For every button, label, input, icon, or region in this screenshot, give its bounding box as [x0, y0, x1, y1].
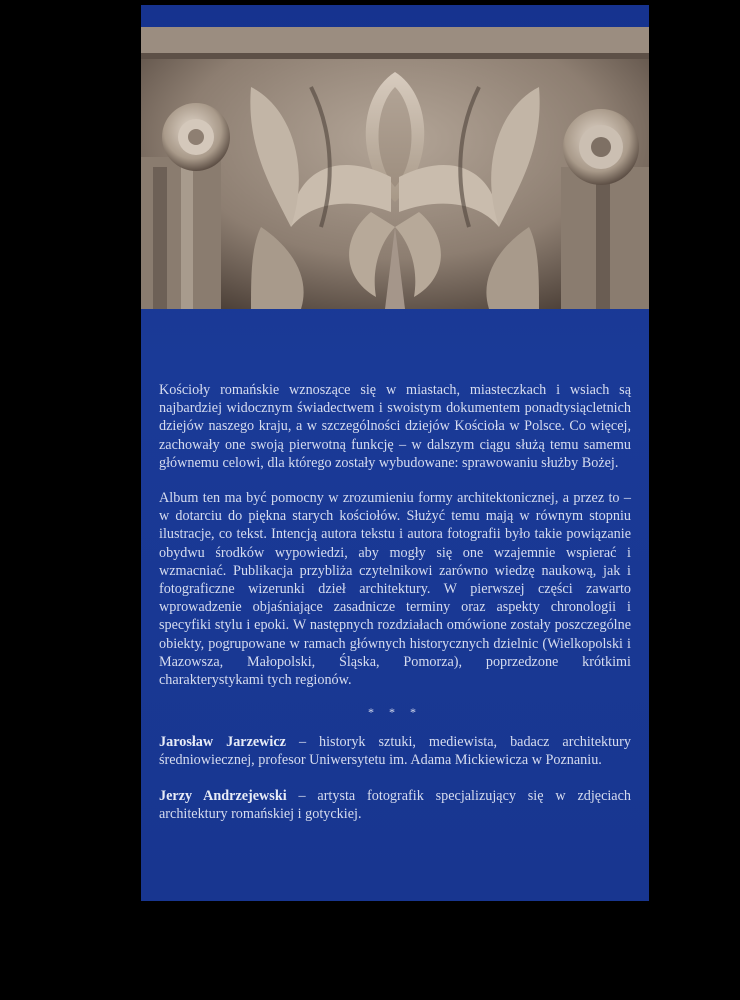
capital-carving-photo	[141, 27, 649, 309]
author-bio: – historyk sztuki, mediewista, badacz architektury średniowiecznej, profesor Uniwersytetu im. Adama Mickiewicza w Poznaniu.	[159, 734, 631, 769]
description-paragraph-1: Kościoły romańskie wznoszące się w miastach, miasteczkach i wsiach są najbardziej widocznym świadectwem i swoistym dokumentem ponadtysiącletnich dziejów naszego kraju, a w szczególności dziejów Kościoła w Polsce. Co więcej, zachowały one swoją pierwotną funkcję – w dalszym ciągu służą temu samemu głównemu celowi, dla którego zostały wybudowane: sprawowaniu służby Bożej.	[159, 382, 631, 471]
author-bio-text	[159, 733, 631, 769]
author-name: Jarosław Jarzewicz	[159, 734, 286, 751]
description-text	[159, 381, 631, 823]
description-paragraph-2: Album ten ma być pomocny w zrozumieniu formy architektonicznej, a przez to – w dotarciu do piękna starych kościołów. Służyć temu mają w równym stopniu ilustracje, co tekst. Intencją autora tekstu i autora fotografii było takie powiązanie obydwu środków wypowiedzi, aby mogły się one wzajemnie wspierać i wzmacniać. Publikacja przybliża czytelnikowi zarówno wiedzę naukową, jak i fotograficzne wizerunki dzieł architektury. W pierwszej części zawarto wprowadzenie objaśniające zasadnicze terminy oraz aspekty chronologii i specyfiki stylu i epoki. W następnych rozdziałach omówione zostały poszczególne obiekty, pogrupowane w ramach głównych historycznych dzielnic (Wielkopolski i Mazowsza, Małopolski, Śląska, Pomorza), poprzedzone krótkimi charakterystykami tych regionów.	[159, 490, 631, 689]
photographer-name: Jerzy Andrzejewski	[159, 787, 287, 804]
section-separator: * * *	[368, 705, 422, 720]
back-cover	[141, 5, 649, 901]
photographer-bio: – artysta fotografik specjalizujący się w zdjęciach architektury romańskiej i gotyckiej.	[159, 787, 631, 822]
photographer-bio-text	[159, 787, 631, 823]
